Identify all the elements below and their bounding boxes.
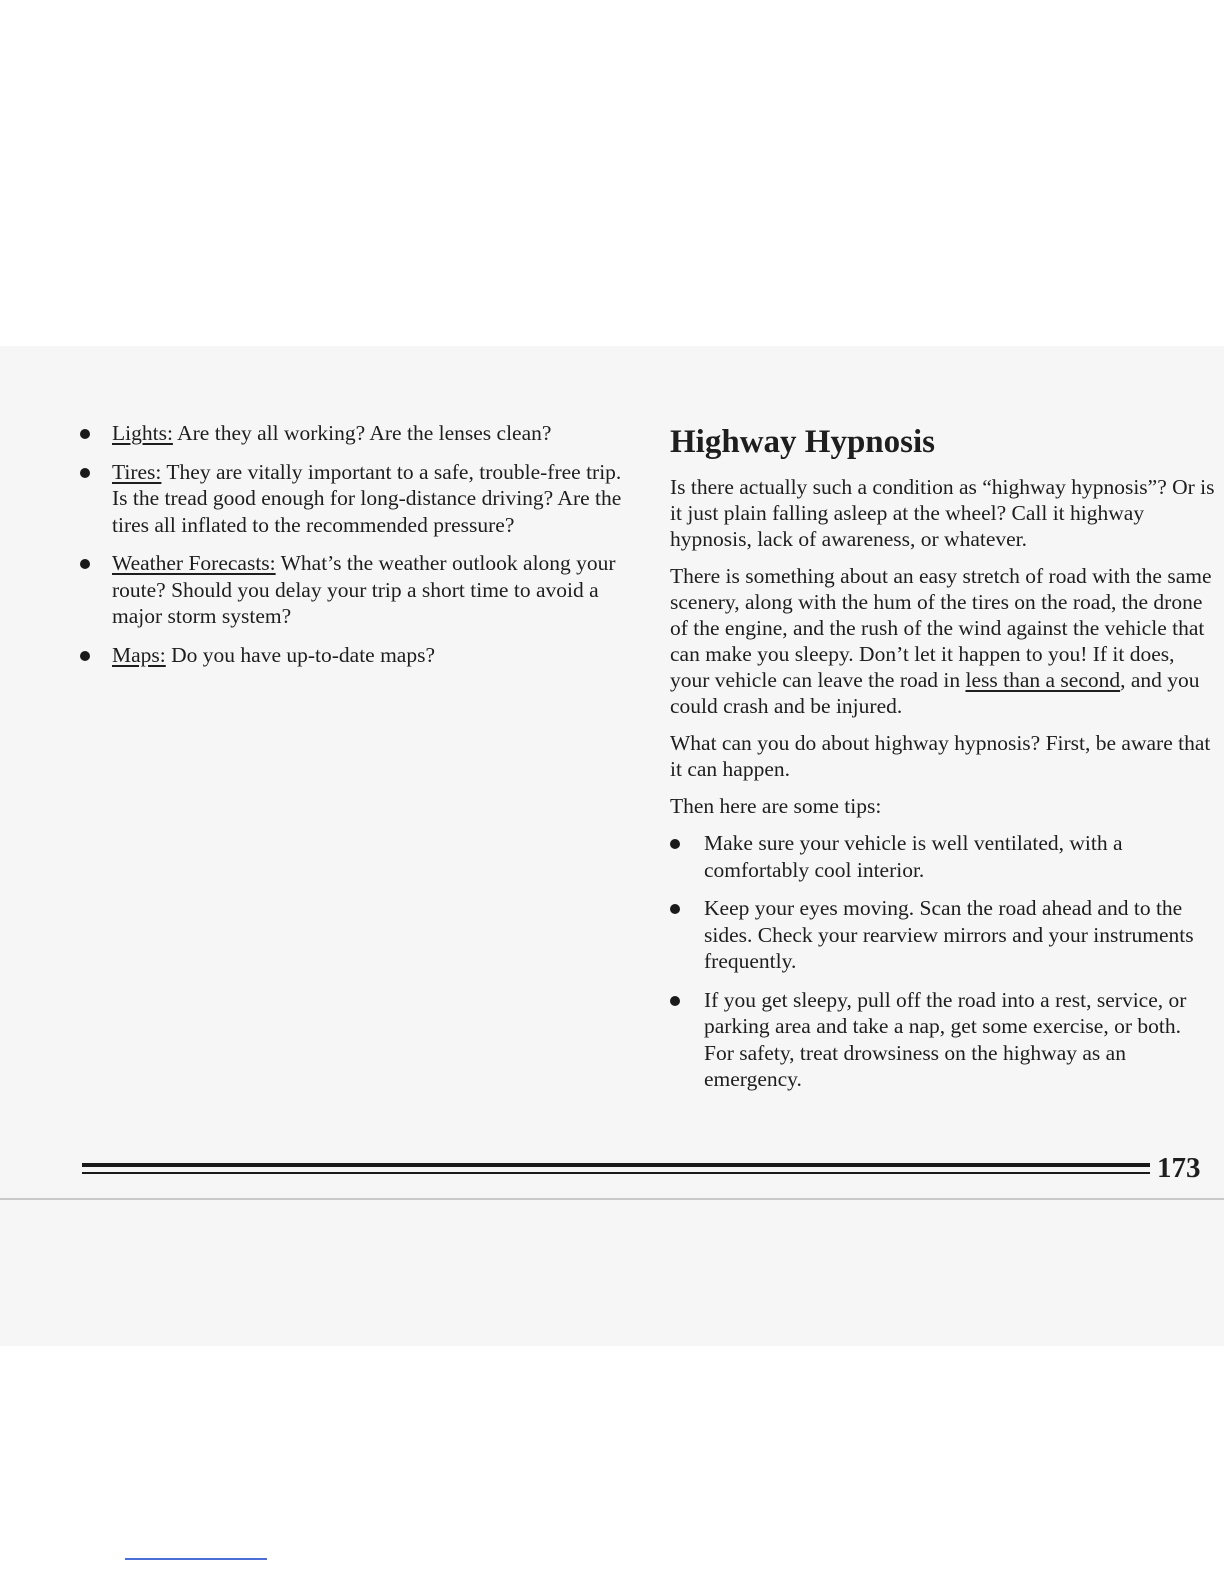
paragraph-text: There is something about an easy stretch of road with the same scenery, along with the hum of the tires on the road, the drone of the engine, and the rush of the wind against the vehicle that can make you sleepy. Don’t let it happen to you! If it does, your vehicle can leave the road in xyxy=(670,564,1212,692)
tip-item xyxy=(670,895,1215,975)
left-column xyxy=(80,420,625,680)
paragraph-description xyxy=(670,563,1215,719)
bullet-icon xyxy=(80,651,90,661)
item-text: What’s the weather outlook along your route? Should you delay your trip a short time to avoid a major storm system? xyxy=(112,551,616,628)
footer-rule xyxy=(82,1163,1150,1167)
scan-edge-divider xyxy=(0,1198,1224,1200)
decorative-line xyxy=(125,1558,267,1560)
right-column xyxy=(670,420,1215,1105)
footer-rule xyxy=(82,1172,1150,1174)
paragraph-intro: Is there actually such a condition as “highway hypnosis”? Or is it just plain falling asleep at the wheel? Call it highway hypnosis, lack of awareness, or whatever. xyxy=(670,475,1215,551)
item-label: Maps: xyxy=(112,642,166,667)
item-label: Weather Forecasts: xyxy=(112,551,276,575)
page-number: 173 xyxy=(1157,1152,1201,1184)
tip-text: If you get sleepy, pull off the road into a rest, service, or parking area and take a nap, get some exercise, or both. For safety, treat drowsiness on the highway as an emergency. xyxy=(704,987,1187,1091)
section-heading: Highway Hypnosis xyxy=(670,424,935,460)
paragraph-question: What can you do about highway hypnosis? First, be aware that it can happen. xyxy=(670,731,1211,781)
tip-item xyxy=(670,987,1215,1093)
emphasis-text: less than a second xyxy=(965,668,1121,692)
item-text: They are vitally important to a safe, trouble-free trip. Is the tread good enough for long-distance driving? Are the tires all inflated to the recommended pressure? xyxy=(112,459,622,537)
item-label: Lights: xyxy=(112,421,173,445)
tip-text: Keep your eyes moving. Scan the road ahead and to the sides. Check your rearview mirrors and your instruments frequently. xyxy=(704,896,1194,973)
list-item-lights xyxy=(80,420,625,447)
paragraph-tips-intro: Then here are some tips: xyxy=(670,794,882,818)
bullet-icon xyxy=(80,429,90,439)
list-item-tires xyxy=(80,459,625,539)
item-text: Are they all working? Are the lenses clean? xyxy=(172,421,552,445)
bullet-icon xyxy=(670,904,680,914)
tip-text: Make sure your vehicle is well ventilated, with a comfortably cool interior. xyxy=(704,831,1123,882)
item-text: Do you have up-to-date maps? xyxy=(165,642,436,667)
tip-item xyxy=(670,830,1215,883)
item-label: Tires: xyxy=(112,459,162,484)
list-item-weather-forecasts xyxy=(80,550,625,630)
bullet-icon xyxy=(80,559,90,569)
bullet-icon xyxy=(80,468,90,478)
bullet-icon xyxy=(670,839,680,849)
paragraph-text: , and you could crash and be injured. xyxy=(670,668,1200,718)
list-item-maps xyxy=(80,642,625,669)
bullet-icon xyxy=(670,996,680,1006)
